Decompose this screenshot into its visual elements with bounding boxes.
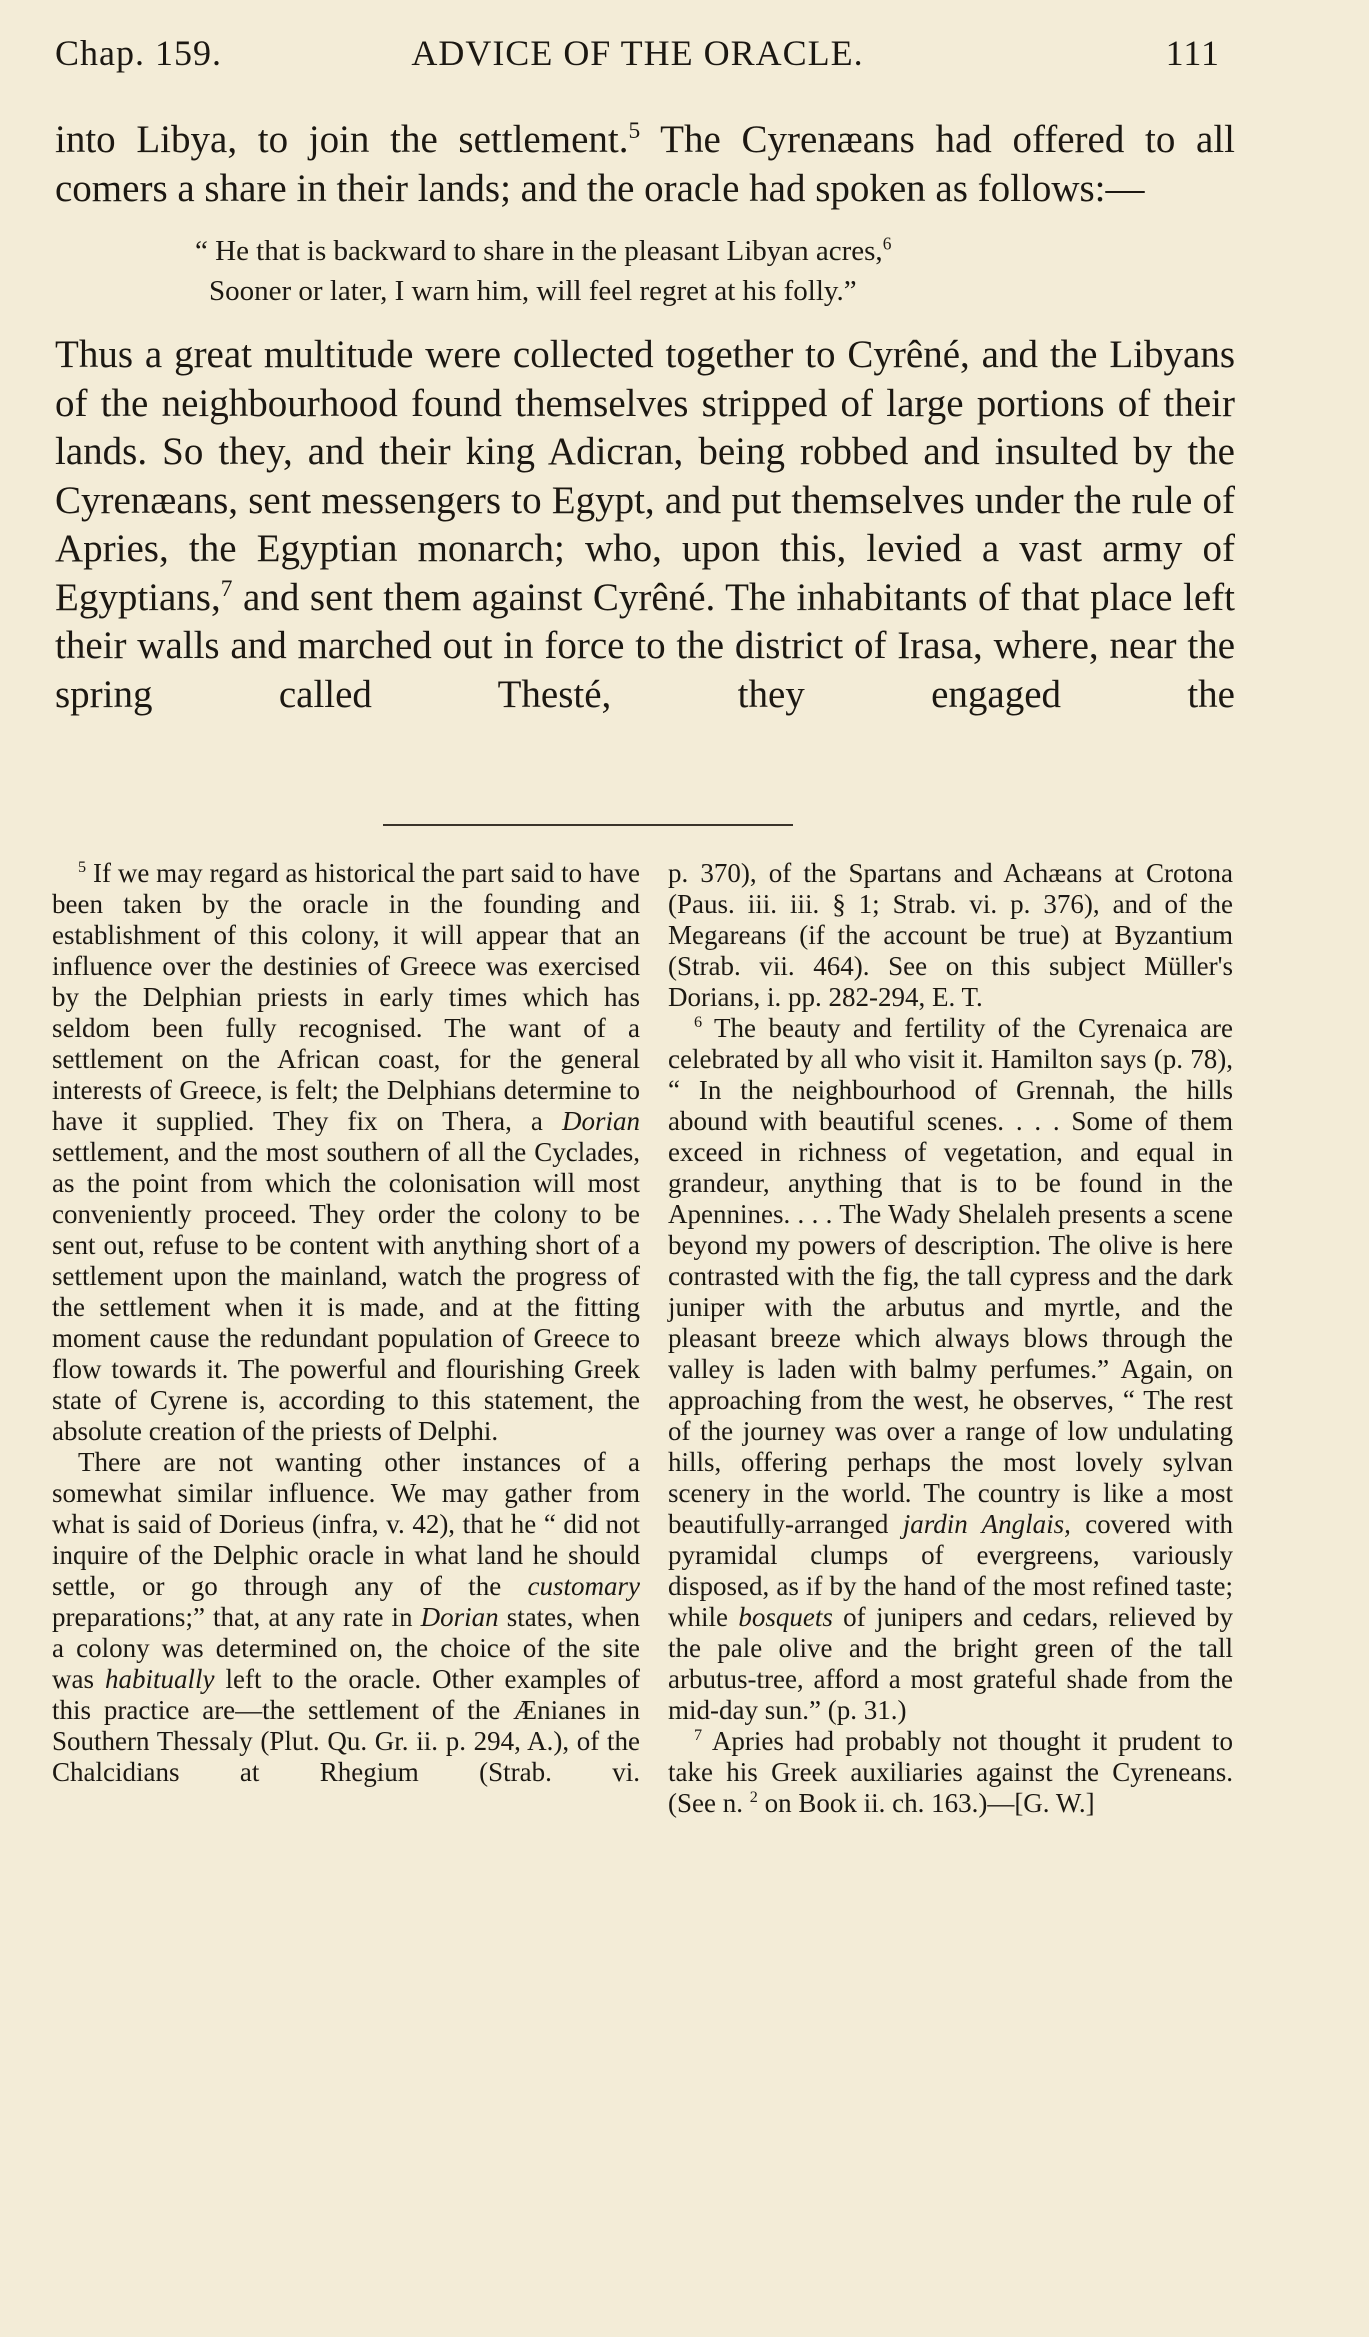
footnote-5-end: p. 370), of the Spartans and Achæans at Crotona (Paus. iii. iii. § 1; Strab. vi. p. 376), and of the Megareans (if the account be true) at Byzantium (Strab. vii. 464). See on this subject Müller's Dorians, i. pp. 282-294, E. T. bbox=[668, 858, 1233, 1012]
main-paragraph-2: Thus a great multitude were collected together to Cyrêné, and the Libyans of the neighbourhood found themselves stripped of large portions of their lands. So they, and their king Adicran, being robbed and insulted by the Cyrenæans, sent messengers to Egypt, and put themselves under the rule of Apries, the Egyptian monarch; who, upon this, levied a vast army of Egyptians,$^7$ and sent them against Cyrêné. The inhabitants of that place left their walls and marched out in force to the district of Irasa, where, near the spring called Thesté, they engaged the bbox=[55, 333, 1235, 716]
main-paragraph-1: into Libya, to join the settlement.$^5$ The Cyrenæans had offered to all comers a share in their lands; and the oracle had spoken as follows:— bbox=[55, 118, 1236, 210]
footnote-ref-5: 5 bbox=[628, 118, 641, 144]
footnote-6: $^6$ The beauty and fertility of the Cyrenaica are celebrated by all who visit it. Hamilton says (p. 78), “ In the neighbourhood of Grennah, the hills abound with beautiful scenes. . . . Some of them exceed in richness of vegetation, and equal in grandeur, anything that is to be found in the Apennines. . . . The Wady Shelaleh presents a scene beyond my powers of description. The olive is here contrasted with the fig, the tall cypress and the dark juniper with the arbutus and myrtle, and the pleasant breeze which always blows through the valley is laden with balmy perfumes.” Again, on approaching from the west, he observes, “ The rest of the journey was over a range of low undulating hills, offering perhaps the most lovely sylvan scenery in the world. The country is like a most beautifully-arranged jardin Anglais, covered with pyramidal clumps of evergreens, variously disposed, as if by the hand of the most refined taste; while bosquets of junipers and cedars, relieved by the pale olive and the bright green of the tall arbutus-tree, afford a most grateful shade from the mid-day sun.” (p. 31.) bbox=[668, 1013, 1233, 1725]
main-text bbox=[55, 116, 1235, 719]
footnote-5: $^5$ If we may regard as historical the part said to have been taken by the oracle in the founding and establishment of this colony, it will appear that an influence over the destinies of Greece was exercised by the Delphian priests in early times which has seldom been fully recognised. The want of a settlement on the African coast, for the general interests of Greece, is felt; the Delphians determine to have it supplied. They fix on Thera, a Dorian settlement, and the most southern of all the Cyclades, as the point from which the colonisation will most conveniently proceed. They order the colony to be sent out, refuse to be content with anything short of a settlement upon the mainland, watch the progress of the settlement when it is made, and at the fitting moment cause the redundant population of Greece to flow towards it. The powerful and flourishing Greek state of Cyrene is, according to this statement, the absolute creation of the priests of Delphi. bbox=[52, 858, 640, 1446]
oracle-verse bbox=[55, 231, 1235, 311]
footnote-ref-7: 7 bbox=[220, 575, 233, 602]
verse-line-1: “ He that is backward to share in the pleasant Libyan acres,$^6$ bbox=[195, 233, 892, 267]
footnote-7: $^7$ Apries had probably not thought it prudent to take his Greek auxiliaries against the Cyreneans. (See n. $^2$ on Book ii. ch. 163.)—[G. W.] bbox=[668, 1726, 1233, 1818]
footnote-divider bbox=[383, 824, 793, 826]
running-header bbox=[55, 32, 1220, 80]
chapter-label: Chap. 159. bbox=[55, 33, 222, 73]
footnotes-right-column bbox=[668, 858, 1233, 1819]
footnote-5-continued: There are not wanting other instances of a somewhat similar influence. We may gather from what is said of Dorieus (infra, v. 42), that he “ did not inquire of the Delphic oracle in what land he should settle, or go through any of the customary preparations;” that, at any rate in Dorian states, when a colony was determined on, the choice of the site was habitually left to the oracle. Other examples of this practice are—the settlement of the Ænianes in Southern Thessaly (Plut. Qu. Gr. ii. p. 294, A.), of the Chalcidians at Rhegium (Strab. vi. bbox=[52, 1447, 640, 1787]
running-title: ADVICE OF THE ORACLE. bbox=[411, 33, 864, 73]
verse-line-2: Sooner or later, I warn him, will feel regret at his folly.” bbox=[209, 275, 857, 307]
page-number: 111 bbox=[1165, 33, 1220, 73]
footnote-ref-6: 6 bbox=[882, 233, 892, 254]
footnotes-left-column bbox=[52, 858, 640, 1788]
